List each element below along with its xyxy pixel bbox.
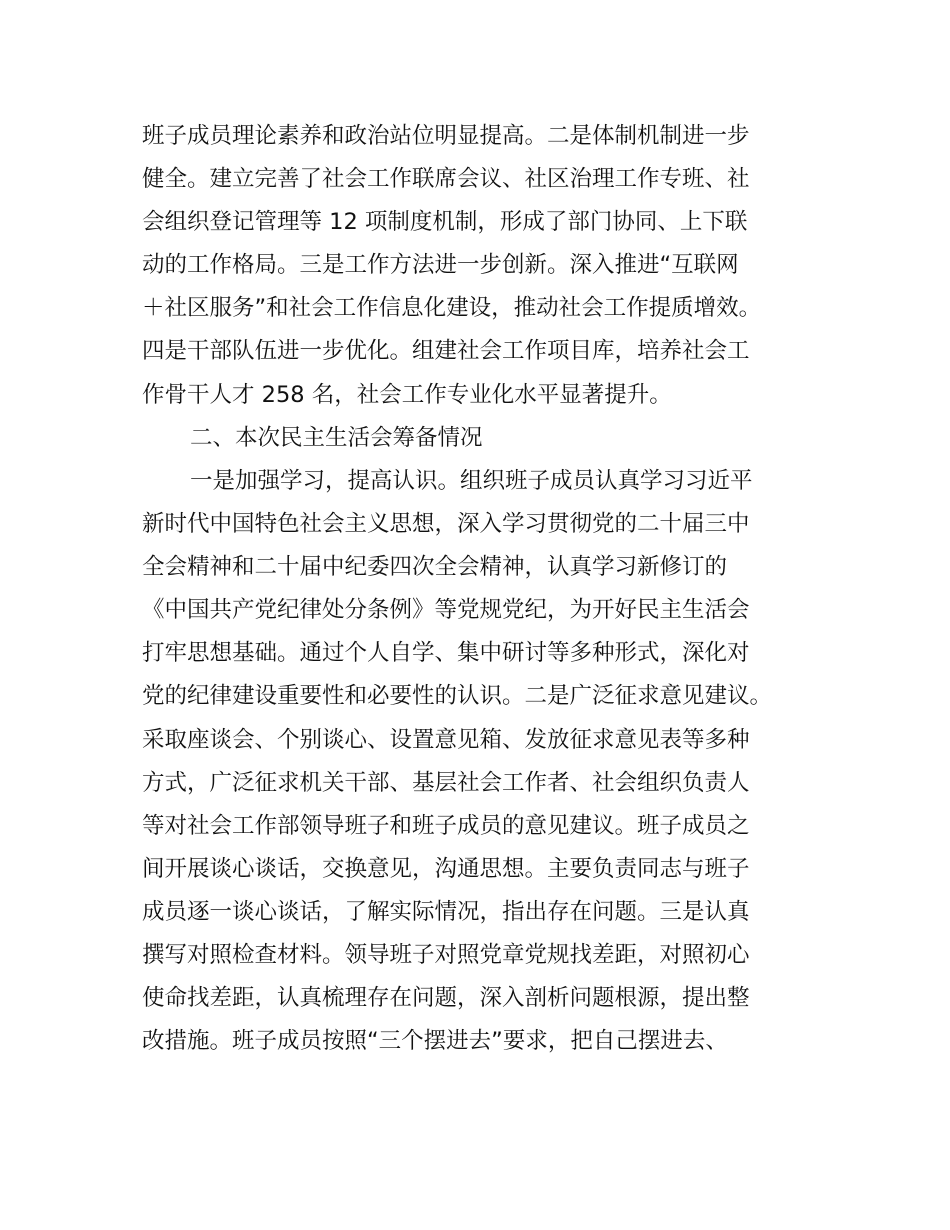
text-line: 使命找差距，认真梳理存在问题，深入剖析问题根源，提出整 — [142, 985, 750, 1011]
text-line: 党的纪律建设重要性和必要性的认识。二是广泛征求意见建议。 — [142, 683, 773, 709]
text-line: 等对社会工作部领导班子和班子成员的意见建议。班子成员之 — [142, 813, 750, 839]
text-line: 全会精神和二十届中纪委四次全会精神，认真学习新修订的 — [142, 554, 728, 580]
text-line: 作骨干人才 258 名，社会工作专业化水平显著提升。 — [142, 382, 672, 408]
text-line: 动的工作格局。三是工作方法进一步创新。深入推进“互联网 — [142, 252, 739, 278]
text-line: 班子成员理论素养和政治站位明显提高。二是体制机制进一步 — [142, 123, 750, 149]
text-line: 方式，广泛征求机关干部、基层社会工作者、社会组织负责人 — [142, 770, 750, 796]
text-line: 成员逐一谈心谈话，了解实际情况，指出存在问题。三是认真 — [142, 899, 750, 925]
text-line: 会组织登记管理等 12 项制度机制，形成了部门协同、上下联 — [142, 209, 748, 235]
text-line: 撰写对照检查材料。领导班子对照党章党规找差距，对照初心 — [142, 942, 750, 968]
text-line: 采取座谈会、个别谈心、设置意见箱、发放征求意见表等多种 — [142, 727, 750, 753]
text-line: 改措施。班子成员按照“三个摆进去”要求，把自己摆进去、 — [142, 1028, 728, 1054]
text-line: ＋社区服务”和社会工作信息化建设，推动社会工作提质增效。 — [142, 295, 762, 321]
text-line: 《中国共产党纪律处分条例》等党规党纪，为开好民主生活会 — [142, 597, 750, 623]
text-line: 健全。建立完善了社会工作联席会议、社区治理工作专班、社 — [142, 166, 750, 192]
section-heading: 二、本次民主生活会筹备情况 — [190, 425, 483, 451]
text-line: 间开展谈心谈话，交换意见，沟通思想。主要负责同志与班子 — [142, 856, 750, 882]
text-line: 一是加强学习，提高认识。组织班子成员认真学习习近平 — [190, 468, 753, 494]
text-line: 四是干部队伍进一步优化。组建社会工作项目库，培养社会工 — [142, 338, 750, 364]
text-line: 打牢思想基础。通过个人自学、集中研讨等多种形式，深化对 — [142, 640, 750, 666]
text-line: 新时代中国特色社会主义思想，深入学习贯彻党的二十届三中 — [142, 511, 750, 537]
